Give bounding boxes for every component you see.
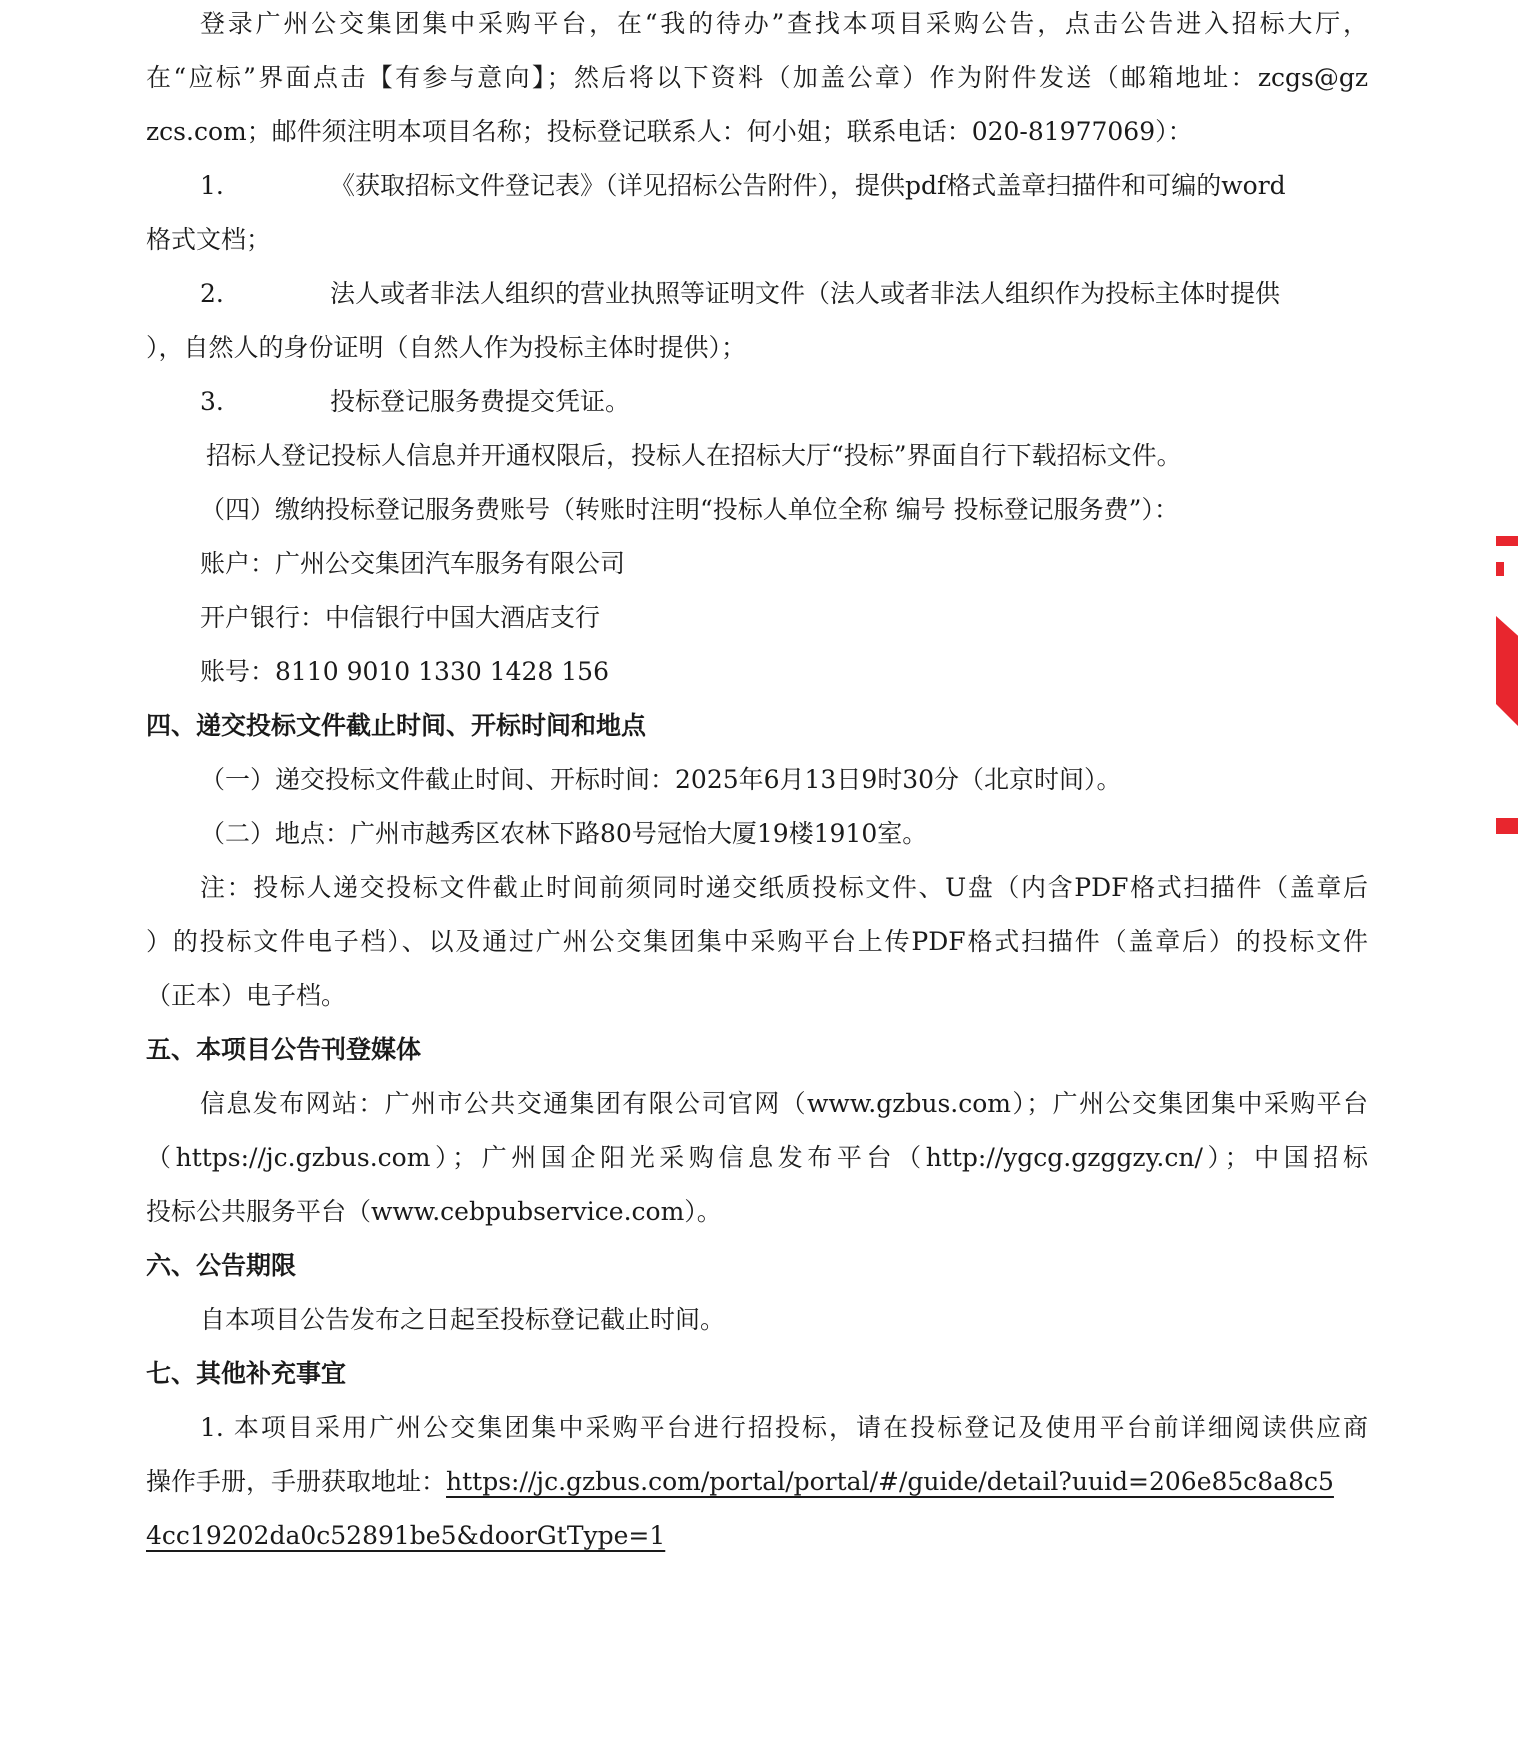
section-heading-6: 六、公告期限 bbox=[146, 1251, 297, 1280]
list-item-2-number: 2. bbox=[200, 279, 224, 308]
manual-link-part-2[interactable]: 4cc19202da0c52891be5&doorGtType=1 bbox=[146, 1521, 666, 1550]
manual-link-part-1[interactable]: https://jc.gzbus.com/portal/portal/#/guide/detail?uuid=206e85c8a8c5 bbox=[446, 1467, 1334, 1496]
supplement-line-2 bbox=[146, 1452, 1368, 1512]
procurement-step-line-1: 登录广州公交集团集中采购平台，在“我的待办”查找本项目采购公告，点击公告进入招标大厅， bbox=[200, 9, 1368, 38]
supplement-line-1: 1. 本项目采用广州公交集团集中采购平台进行招投标，请在投标登记及使用平台前详细阅读供应商 bbox=[200, 1413, 1368, 1442]
announcement-period: 自本项目公告发布之日起至投标登记截止时间。 bbox=[200, 1305, 726, 1334]
deadline-line: （一）递交投标文件截止时间、开标时间：2025年6月13日9时30分（北京时间）。 bbox=[200, 765, 1122, 794]
note-line-3: （正本）电子档。 bbox=[146, 981, 347, 1010]
list-item-1-continuation: 格式文档； bbox=[146, 225, 272, 254]
account-name: 账户：广州公交集团汽车服务有限公司 bbox=[200, 549, 626, 578]
account-number: 账号：8110 9010 1330 1428 156 bbox=[200, 657, 609, 686]
note-line-1: 注：投标人递交投标文件截止时间前须同时递交纸质投标文件、U盘（内含PDF格式扫描件（盖章后 bbox=[200, 873, 1368, 902]
media-line-1: 信息发布网站：广州市公共交通集团有限公司官网（www.gzbus.com）；广州公交集团集中采购平台 bbox=[200, 1089, 1368, 1118]
seal-fragment-bottom bbox=[1496, 818, 1518, 834]
service-fee-account-title: （四）缴纳投标登记服务费账号（转账时注明“投标人单位全称 编号 投标登记服务费”）： bbox=[200, 495, 1179, 524]
list-item-2 bbox=[200, 264, 1368, 324]
location-line: （二）地点：广州市越秀区农林下路80号冠怡大厦19楼1910室。 bbox=[200, 819, 928, 848]
list-item-1-text: 《获取招标文件登记表》（详见招标公告附件），提供pdf格式盖章扫描件和可编的word bbox=[330, 171, 1286, 200]
bank-name: 开户银行：中信银行中国大酒店支行 bbox=[200, 603, 601, 632]
seal-fragment-top bbox=[1496, 536, 1518, 546]
list-item-3 bbox=[200, 372, 1368, 432]
list-item-2-continuation: ），自然人的身份证明（自然人作为投标主体时提供）； bbox=[146, 333, 747, 362]
section-heading-4: 四、递交投标文件截止时间、开标时间和地点 bbox=[146, 711, 647, 740]
list-item-2-text: 法人或者非法人组织的营业执照等证明文件（法人或者非法人组织作为投标主体时提供 bbox=[330, 279, 1281, 308]
list-item-1-number: 1. bbox=[200, 171, 224, 200]
list-item-1 bbox=[200, 156, 1368, 216]
seal-fragment-middle bbox=[1496, 616, 1518, 726]
note-line-2: ）的投标文件电子档）、以及通过广州公交集团集中采购平台上传PDF格式扫描件（盖章后）的投标文件 bbox=[146, 927, 1368, 956]
list-item-3-text: 投标登记服务费提交凭证。 bbox=[330, 387, 631, 416]
section-heading-7: 七、其他补充事宜 bbox=[146, 1359, 347, 1388]
procurement-step-line-3: zcs.com；邮件须注明本项目名称；投标登记联系人：何小姐；联系电话：020-81977069）： bbox=[146, 117, 1193, 146]
download-instruction: 招标人登记投标人信息并开通权限后，投标人在招标大厅“投标”界面自行下载招标文件。 bbox=[206, 441, 1182, 470]
media-line-2: （https://jc.gzbus.com）；广州国企阳光采购信息发布平台（http://ygcg.gzggzy.cn/）；中国招标 bbox=[146, 1143, 1368, 1172]
procurement-step-line-2: 在“应标”界面点击【有参与意向】；然后将以下资料（加盖公章）作为附件发送（邮箱地址：zcgs@gz bbox=[146, 63, 1368, 92]
media-line-3: 投标公共服务平台（www.cebpubservice.com）。 bbox=[146, 1197, 722, 1226]
list-item-3-number: 3. bbox=[200, 387, 224, 416]
manual-address-label: 操作手册，手册获取地址： bbox=[146, 1467, 447, 1496]
section-heading-5: 五、本项目公告刊登媒体 bbox=[146, 1035, 422, 1064]
seal-fragment-mark bbox=[1496, 562, 1504, 576]
supplement-line-3 bbox=[146, 1506, 1368, 1566]
